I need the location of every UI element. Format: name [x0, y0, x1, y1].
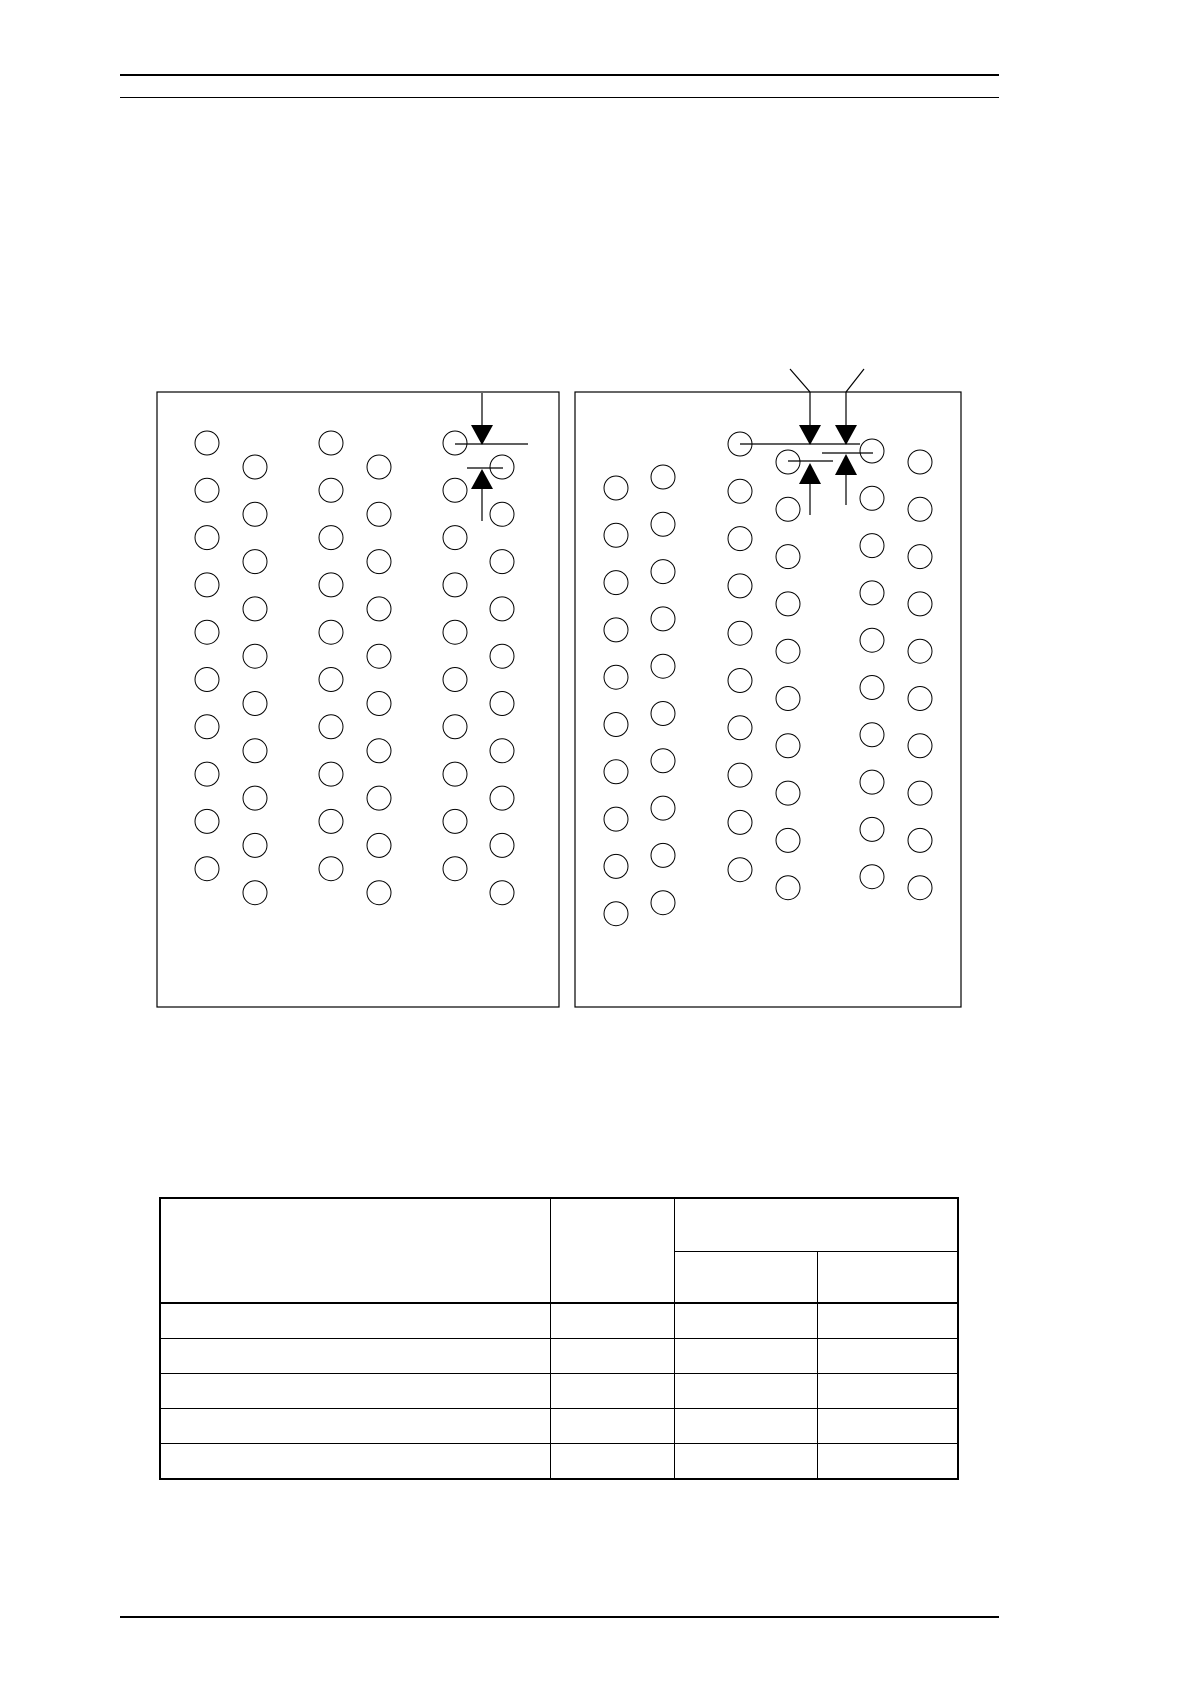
left-nozzle-c2-r5 [243, 644, 267, 668]
left-nozzle-c3-r6 [319, 668, 343, 692]
left-nozzle-c2-r6 [243, 692, 267, 716]
left-nozzle-group [195, 431, 514, 905]
right-nozzle-c6-r6 [908, 687, 932, 711]
right-nozzle-c6-r7 [908, 734, 932, 758]
table-header-cell [817, 1252, 958, 1304]
right-nozzle-c4-r5 [776, 639, 800, 663]
table-header-cell [674, 1252, 817, 1304]
right-nozzle-c6-r3 [908, 545, 932, 569]
table-cell [674, 1409, 817, 1444]
right-nozzle-c4-r8 [776, 781, 800, 805]
table-row [160, 1444, 958, 1480]
table-cell [550, 1374, 674, 1409]
left-nozzle-c4-r7 [367, 739, 391, 763]
left-nozzle-c4-r5 [367, 644, 391, 668]
right-nozzle-c6-r1 [908, 450, 932, 474]
right-nozzle-c4-r10 [776, 876, 800, 900]
left-nozzle-c5-r3 [443, 526, 467, 550]
spec-table [159, 1197, 959, 1480]
right-nozzle-c5-r10 [860, 865, 884, 889]
left-nozzle-c5-r2 [443, 478, 467, 502]
left-nozzle-c5-r4 [443, 573, 467, 597]
left-nozzle-c6-r5 [490, 644, 514, 668]
right-nozzle-c6-r2 [908, 497, 932, 521]
table-cell [550, 1409, 674, 1444]
right-nozzle-c5-r4 [860, 581, 884, 605]
right-nozzle-c3-r10 [728, 858, 752, 882]
left-nozzle-c1-r6 [195, 668, 219, 692]
right-nozzle-c1-r4 [604, 618, 628, 642]
right-nozzle-c1-r10 [604, 902, 628, 926]
left-nozzle-c4-r10 [367, 881, 391, 905]
table-cell [160, 1409, 550, 1444]
right-nozzle-c2-r1 [651, 465, 675, 489]
left-nozzle-c5-r9 [443, 809, 467, 833]
left-nozzle-c4-r6 [367, 692, 391, 716]
table-header-cell [674, 1198, 958, 1252]
left-nozzle-c3-r5 [319, 620, 343, 644]
table-cell [674, 1303, 817, 1339]
right-nozzle-c5-r6 [860, 676, 884, 700]
right-nozzle-c2-r6 [651, 702, 675, 726]
right-nozzle-c5-r5 [860, 628, 884, 652]
table-cell [550, 1339, 674, 1374]
table-row [160, 1374, 958, 1409]
table-cell [550, 1303, 674, 1339]
left-nozzle-c2-r1 [243, 455, 267, 479]
left-nozzle-c3-r10 [319, 857, 343, 881]
right-nozzle-c3-r5 [728, 621, 752, 645]
right-nozzle-c3-r4 [728, 574, 752, 598]
left-nozzle-c6-r10 [490, 881, 514, 905]
right-nozzle-group [604, 432, 932, 926]
table-header-cell [160, 1198, 550, 1303]
right-nozzle-c5-r3 [860, 534, 884, 558]
table-cell [817, 1303, 958, 1339]
table-row [160, 1303, 958, 1339]
right-nozzle-c6-r5 [908, 639, 932, 663]
left-nozzle-c5-r8 [443, 762, 467, 786]
right-nozzle-c1-r1 [604, 476, 628, 500]
right-nozzle-c2-r5 [651, 654, 675, 678]
left-nozzle-c5-r6 [443, 668, 467, 692]
right-nozzle-c4-r7 [776, 734, 800, 758]
right-nozzle-c2-r8 [651, 796, 675, 820]
right-nozzle-c4-r9 [776, 828, 800, 852]
left-nozzle-c1-r9 [195, 809, 219, 833]
right-nozzle-c6-r4 [908, 592, 932, 616]
right-nozzle-c4-r1 [776, 450, 800, 474]
right-nozzle-c5-r1 [860, 439, 884, 463]
right-nozzle-c1-r5 [604, 665, 628, 689]
table-cell [674, 1444, 817, 1480]
right-nozzle-c1-r8 [604, 807, 628, 831]
right-nozzle-c1-r2 [604, 523, 628, 547]
left-nozzle-c1-r3 [195, 526, 219, 550]
right-nozzle-c3-r9 [728, 810, 752, 834]
right-nozzle-c2-r9 [651, 843, 675, 867]
table-cell [817, 1339, 958, 1374]
left-nozzle-c2-r10 [243, 881, 267, 905]
right-nozzle-c3-r3 [728, 527, 752, 551]
left-nozzle-c5-r1 [443, 431, 467, 455]
left-nozzle-c4-r3 [367, 550, 391, 574]
left-nozzle-c1-r10 [195, 857, 219, 881]
right-nozzle-c3-r6 [728, 669, 752, 693]
left-nozzle-c6-r7 [490, 739, 514, 763]
left-nozzle-c4-r4 [367, 597, 391, 621]
right-nozzle-c1-r7 [604, 760, 628, 784]
left-nozzle-c6-r6 [490, 692, 514, 716]
right-nozzle-c5-r2 [860, 486, 884, 510]
right-nozzle-c1-r3 [604, 571, 628, 595]
left-nozzle-c4-r8 [367, 786, 391, 810]
table-cell [674, 1374, 817, 1409]
left-nozzle-c1-r4 [195, 573, 219, 597]
right-nozzle-c6-r8 [908, 781, 932, 805]
table-cell [817, 1374, 958, 1409]
left-nozzle-c6-r1 [490, 455, 514, 479]
left-nozzle-c6-r3 [490, 550, 514, 574]
table-header-row [160, 1198, 958, 1252]
left-nozzle-c4-r9 [367, 833, 391, 857]
left-pitch-marker [455, 393, 528, 521]
left-nozzle-c6-r9 [490, 833, 514, 857]
left-nozzle-c5-r5 [443, 620, 467, 644]
right-nozzle-c3-r2 [728, 479, 752, 503]
left-nozzle-c2-r3 [243, 550, 267, 574]
table-cell [674, 1339, 817, 1374]
left-nozzle-c5-r10 [443, 857, 467, 881]
right-nozzle-c1-r9 [604, 854, 628, 878]
left-nozzle-c1-r2 [195, 478, 219, 502]
right-nozzle-c2-r10 [651, 891, 675, 915]
table-cell [550, 1444, 674, 1480]
right-nozzle-c3-r7 [728, 716, 752, 740]
left-nozzle-c3-r7 [319, 715, 343, 739]
left-nozzle-c2-r9 [243, 833, 267, 857]
right-nozzle-c4-r2 [776, 497, 800, 521]
table-cell [160, 1374, 550, 1409]
right-nozzle-c4-r6 [776, 687, 800, 711]
left-nozzle-c3-r8 [319, 762, 343, 786]
left-nozzle-c4-r1 [367, 455, 391, 479]
right-nozzle-c4-r3 [776, 545, 800, 569]
right-nozzle-c2-r3 [651, 560, 675, 584]
right-nozzle-c5-r7 [860, 723, 884, 747]
table-row [160, 1409, 958, 1444]
right-nozzle-c2-r4 [651, 607, 675, 631]
left-nozzle-c6-r2 [490, 502, 514, 526]
table-row [160, 1339, 958, 1374]
footer-rule [120, 1616, 999, 1618]
left-nozzle-c1-r5 [195, 620, 219, 644]
right-panel-frame [575, 392, 961, 1007]
left-nozzle-c6-r4 [490, 597, 514, 621]
left-nozzle-c5-r7 [443, 715, 467, 739]
left-nozzle-c1-r7 [195, 715, 219, 739]
table-cell [160, 1303, 550, 1339]
left-nozzle-c2-r8 [243, 786, 267, 810]
right-nozzle-c5-r8 [860, 770, 884, 794]
table-cell [817, 1444, 958, 1480]
left-nozzle-c3-r2 [319, 478, 343, 502]
left-nozzle-c1-r8 [195, 762, 219, 786]
left-nozzle-c2-r7 [243, 739, 267, 763]
left-nozzle-c3-r4 [319, 573, 343, 597]
left-nozzle-c3-r9 [319, 809, 343, 833]
table-cell [817, 1409, 958, 1444]
right-nozzle-c6-r10 [908, 876, 932, 900]
right-nozzle-c6-r9 [908, 828, 932, 852]
left-nozzle-c3-r3 [319, 526, 343, 550]
left-nozzle-c6-r8 [490, 786, 514, 810]
left-nozzle-c2-r4 [243, 597, 267, 621]
left-nozzle-c1-r1 [195, 431, 219, 455]
left-nozzle-c4-r2 [367, 502, 391, 526]
left-nozzle-c2-r2 [243, 502, 267, 526]
right-nozzle-c4-r4 [776, 592, 800, 616]
table-cell [160, 1339, 550, 1374]
left-nozzle-c3-r1 [319, 431, 343, 455]
right-nozzle-c3-r8 [728, 763, 752, 787]
right-nozzle-c1-r6 [604, 713, 628, 737]
right-nozzle-c2-r2 [651, 512, 675, 536]
table-header-cell [550, 1198, 674, 1303]
right-nozzle-c2-r7 [651, 749, 675, 773]
table-cell [160, 1444, 550, 1480]
right-offset-marker [740, 369, 873, 515]
right-nozzle-c5-r9 [860, 817, 884, 841]
